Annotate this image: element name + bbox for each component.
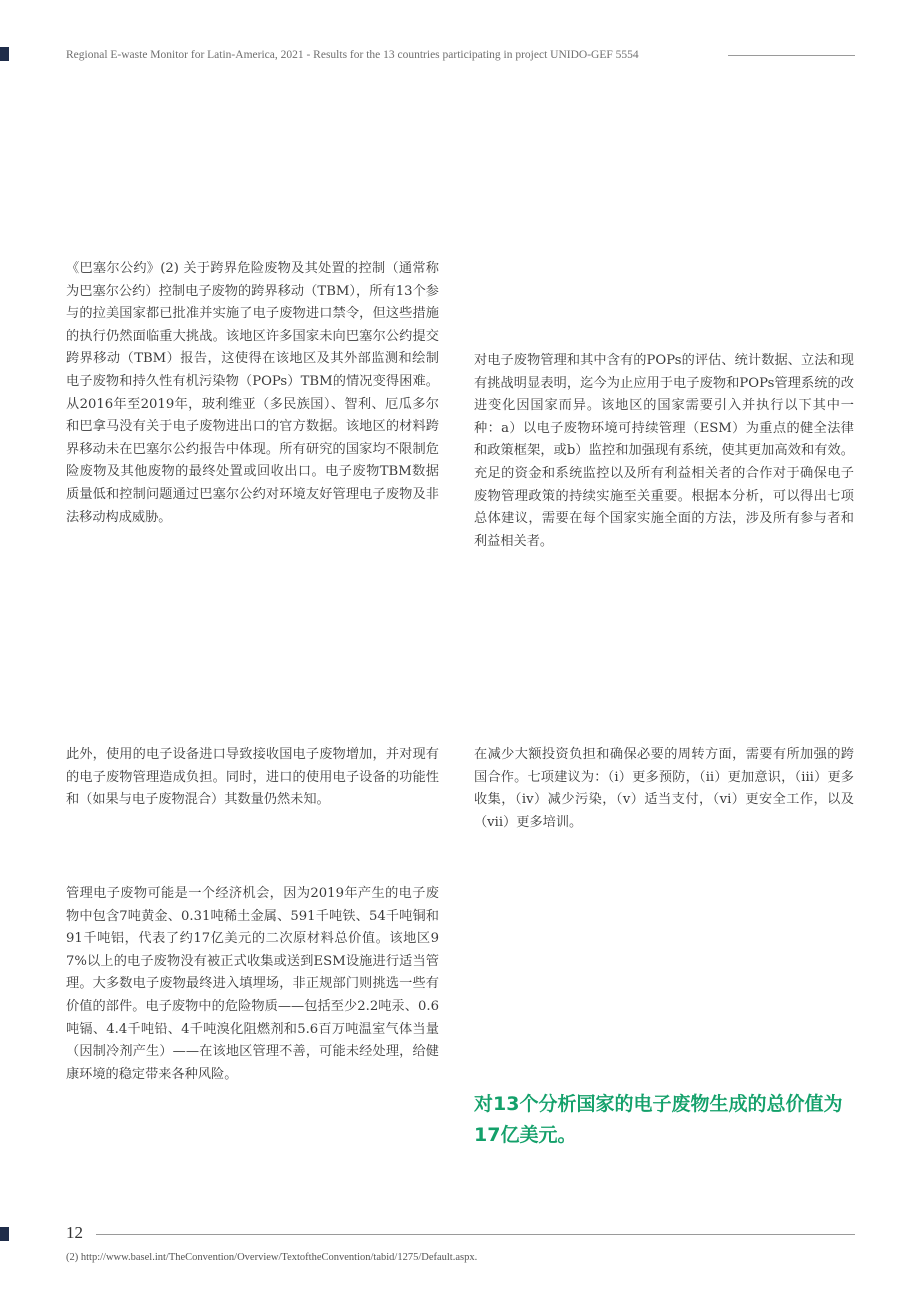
page-number: 12 xyxy=(66,1223,83,1242)
used-equipment-import-paragraph: 此外，使用的电子设备进口导致接收国电子废物增加，并对现有的电子废物管理造成负担。同时，进口的使用电子设备的功能性和（如果与电子废物混合）其数量仍然未知。 xyxy=(66,747,439,808)
value-callout: 对13个分析国家的电子废物生成的总价值为17亿美元。 xyxy=(474,1093,843,1146)
footnote-basel-url: (2) http://www.basel.int/TheConvention/Overview/TextoftheConvention/tabid/1275/Default.aspx. xyxy=(66,1252,478,1263)
recommendations-paragraph: 在减少大额投资负担和确保必要的周转方面，需要有所加强的跨国合作。七项建议为：（i）更多预防，（ii）更加意识，（iii）更多收集，（iv）减少污染，（v）适当支付，（vi）更安全工作，以及（vii）更多培训。 xyxy=(474,747,854,830)
header-rule xyxy=(728,55,855,56)
basel-convention-paragraph: 《巴塞尔公约》(2) 关于跨界危险废物及其处置的控制（通常称为巴塞尔公约）控制电子废物的跨界移动（TBM），所有13个参与的拉美国家都已批准并实施了电子废物进口禁令，但这些措施的执行仍然面临重大挑战。该地区许多国家未向巴塞尔公约提交跨界移动（TBM）报告，这使得在该地区及其外部监测和绘制电子废物和持久性有机污染物（POPs）TBM的情况变得困难。从2016年至2019年，玻利维亚（多民族国）、智利、厄瓜多尔和巴拿马没有关于电子废物进出口的官方数据。该地区的材料跨界移动未在巴塞尔公约报告中体现。所有研究的国家均不限制危险废物及其他废物的最终处置或回收出口。电子废物TBM数据质量低和控制问题通过巴塞尔公约对环境友好管理电子废物及非法移动构成威胁。 xyxy=(66,261,439,525)
footer-marker xyxy=(0,1227,9,1241)
running-header-title: Regional E-waste Monitor for Latin-America, 2021 - Results for the 13 countries participating in project UNIDO-GEF 5554 xyxy=(66,49,639,61)
economic-opportunity-paragraph: 管理电子废物可能是一个经济机会，因为2019年产生的电子废物中包含7吨黄金、0.31吨稀土金属、591千吨铁、54千吨铜和91千吨铝，代表了约17亿美元的二次原材料总价值。该地区97%以上的电子废物没有被正式收集或送到ESM设施进行适当管理。大多数电子废物最终进入填埋场，非正规部门则挑选一些有价值的部件。电子废物中的危险物质——包括至少2.2吨汞、0.6吨镉、4.4千吨铅、4千吨溴化阻燃剂和5.6百万吨温室气体当量（因制冷剂产生）——在该地区管理不善，可能未经处理，给健康环境的稳定带来各种风险。 xyxy=(66,886,439,1082)
footer-rule xyxy=(96,1234,855,1235)
header-marker xyxy=(0,47,9,61)
assessment-paragraph: 对电子废物管理和其中含有的POPs的评估、统计数据、立法和现有挑战明显表明，迄今为止应用于电子废物和POPs管理系统的改进变化因国家而异。该地区的国家需要引入并执行以下其中一种：a）以电子废物环境可持续管理（ESM）为重点的健全法律和政策框架，或b）监控和加强现有系统，使其更加高效和有效。充足的资金和系统监控以及所有利益相关者的合作对于确保电子废物管理政策的持续实施至关重要。根据本分析，可以得出七项总体建议，需要在每个国家实施全面的方法，涉及所有参与者和利益相关者。 xyxy=(474,353,854,549)
